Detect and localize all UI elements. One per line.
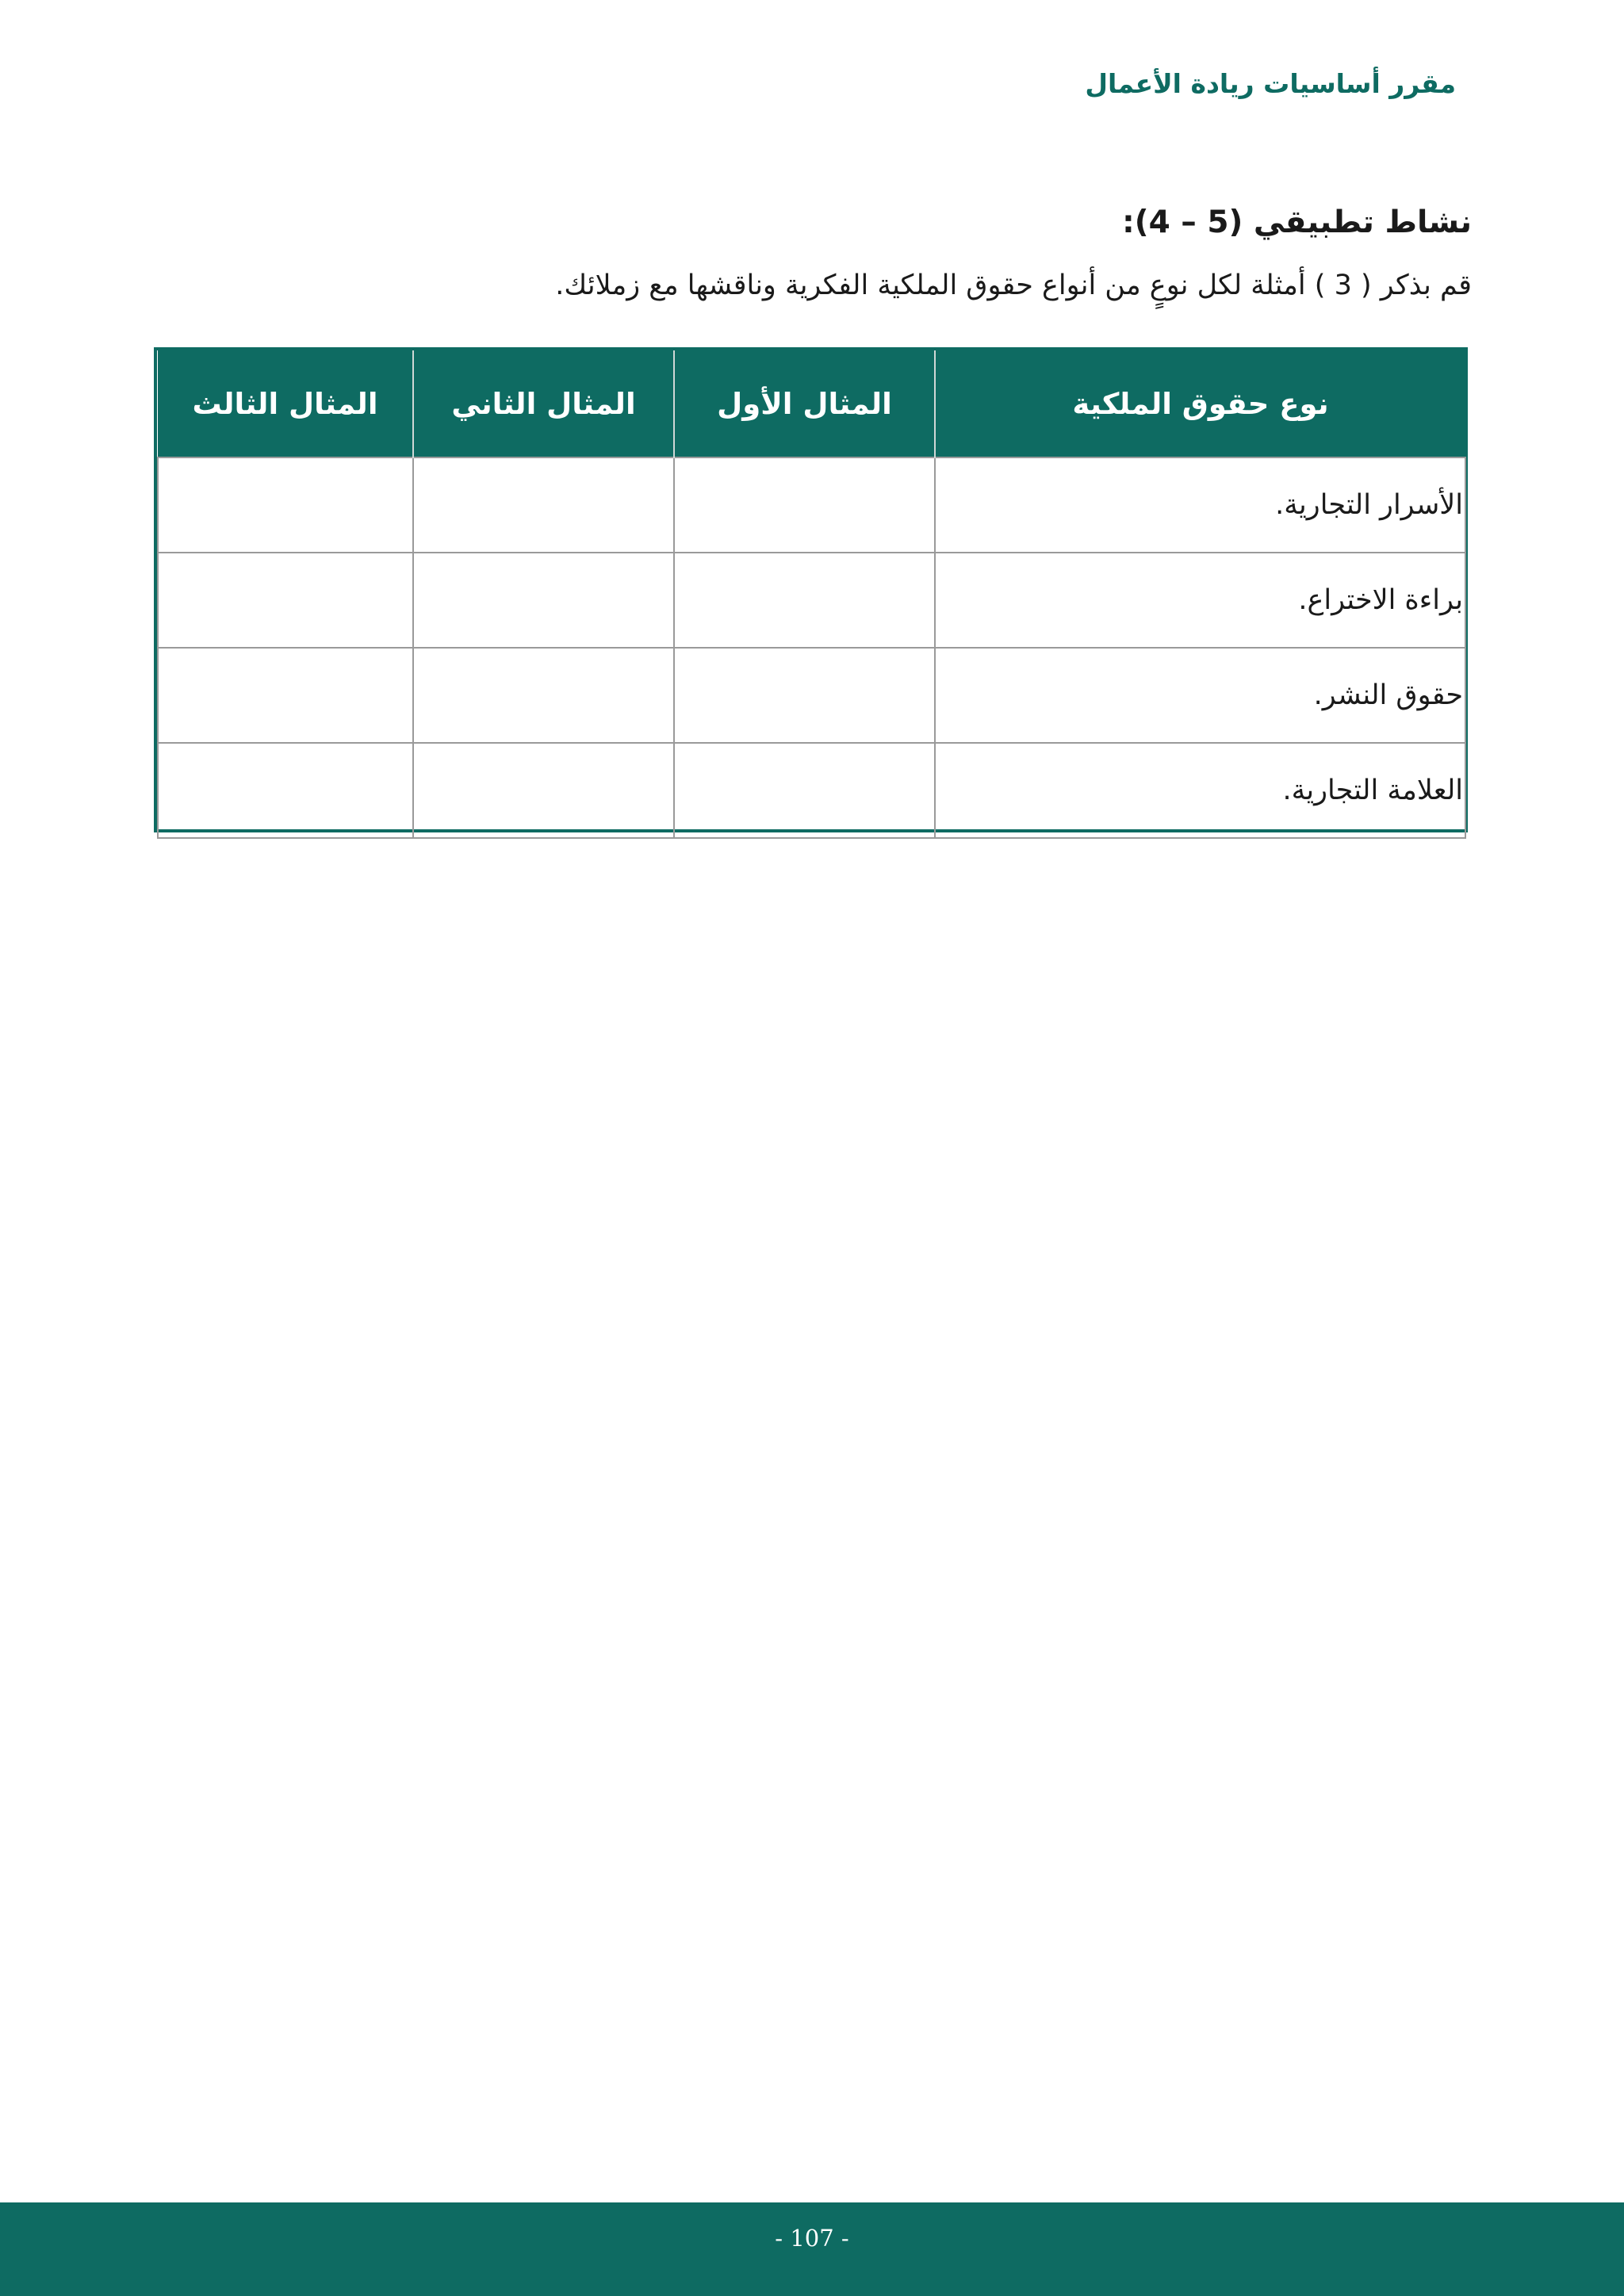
row-property-type: العلامة التجارية. xyxy=(935,743,1465,838)
example-1-cell xyxy=(674,553,935,648)
activity-instruction: قم بذكر ( 3 ) أمثلة لكل نوعٍ من أنواع حقوق الملكية الفكرية وناقشها مع زملائك. xyxy=(555,270,1472,301)
row-property-type: براءة الاختراع. xyxy=(935,553,1465,648)
table-row xyxy=(158,457,1465,553)
example-2-cell xyxy=(413,743,674,838)
page-number: - 107 - xyxy=(775,2225,849,2252)
header-property-type: نوع حقوق الملكية xyxy=(935,350,1465,457)
example-2-cell xyxy=(413,553,674,648)
example-3-cell xyxy=(158,648,413,743)
example-2-cell xyxy=(413,457,674,553)
example-3-cell xyxy=(158,457,413,553)
table-header-row xyxy=(158,350,1465,457)
row-property-type: حقوق النشر. xyxy=(935,648,1465,743)
example-1-cell xyxy=(674,743,935,838)
table-row xyxy=(158,648,1465,743)
header-example-3: المثال الثالث xyxy=(158,350,413,457)
table-row xyxy=(158,743,1465,838)
header-example-1: المثال الأول xyxy=(674,350,935,457)
example-1-cell xyxy=(674,648,935,743)
example-1-cell xyxy=(674,457,935,553)
example-2-cell xyxy=(413,648,674,743)
examples-table xyxy=(157,350,1466,839)
header-example-2: المثال الثاني xyxy=(413,350,674,457)
row-property-type: الأسرار التجارية. xyxy=(935,457,1465,553)
course-title-header: مقرر أساسيات ريادة الأعمال xyxy=(1085,68,1456,99)
table-row xyxy=(158,553,1465,648)
example-3-cell xyxy=(158,553,413,648)
activity-title: نشاط تطبيقي (5 – 4): xyxy=(1122,205,1472,240)
intellectual-property-table xyxy=(154,347,1468,832)
example-3-cell xyxy=(158,743,413,838)
